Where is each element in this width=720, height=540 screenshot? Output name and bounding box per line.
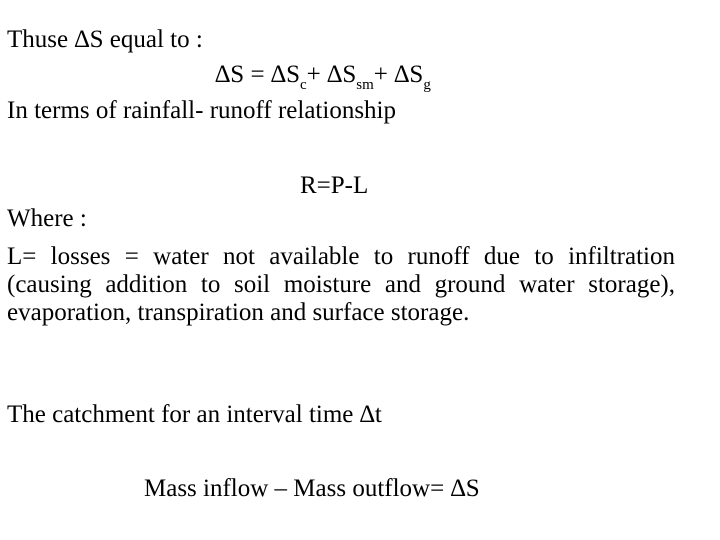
losses-definition: L= losses = water not available to runoff due to infiltration (causing addition to soil moisture and ground water storage), evaporation, transpiration and surface storage. <box>7 243 675 326</box>
mass-balance-equation: Mass inflow – Mass outflow= ∆S <box>144 475 480 502</box>
runoff-equation: R=P-L <box>300 172 369 199</box>
subscript-c: c <box>300 77 307 93</box>
storage-equation <box>215 61 431 92</box>
catchment-line: The catchment for an interval time ∆t <box>7 401 382 428</box>
storage-equation-lhs: ∆S = ∆S <box>215 61 300 88</box>
intro-line: Thuse ∆S equal to : <box>7 26 203 53</box>
subscript-g: g <box>423 77 431 93</box>
storage-equation-term-g: + ∆S <box>373 61 424 88</box>
subscript-sm: sm <box>356 77 374 93</box>
storage-equation-term-sm: + ∆S <box>306 61 357 88</box>
where-label: Where : <box>7 205 87 232</box>
rainfall-runoff-line: In terms of rainfall- runoff relationship <box>7 97 397 124</box>
